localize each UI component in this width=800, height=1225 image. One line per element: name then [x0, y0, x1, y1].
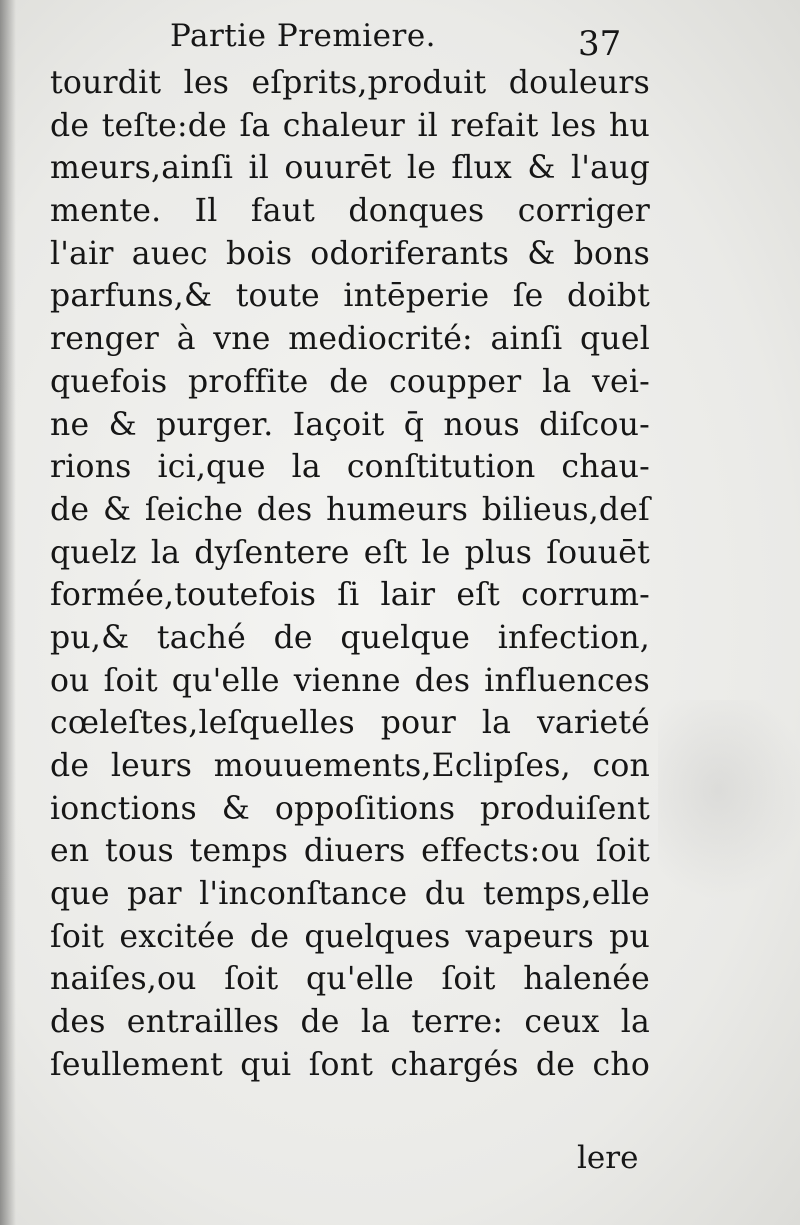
text-line: quelz la dyſentere eſt le plus ſouuēt	[50, 534, 650, 571]
text-line: ne & purger. Iaçoit q̄ nous diſcou-	[50, 406, 650, 443]
text-line: pu,& taché de quelque infection,	[50, 619, 650, 656]
text-line: renger à vne mediocrité: ainſi quel	[50, 321, 650, 358]
catchword: lere	[577, 1140, 639, 1176]
body-text	[50, 62, 650, 1087]
show-through-bleed	[658, 700, 800, 900]
text-line: tourdit les eſprits,produit douleurs	[50, 65, 650, 101]
text-line: formée,toutefois ſi lair eſt corrum-	[50, 577, 650, 614]
text-line: ionctions & oppoſitions produiſent	[50, 790, 650, 827]
text-line: de leurs mouuements,Eclipſes, con	[50, 748, 650, 784]
text-line: ou ſoit qu'elle vienne des influences	[50, 662, 650, 699]
text-line: ſeullement qui ſont chargés de cho	[50, 1046, 650, 1083]
text-line: ſoit excitée de quelques vapeurs pu	[50, 918, 650, 955]
gutter-shadow	[0, 0, 16, 1225]
text-line: en tous temps diuers effects:ou ſoit	[50, 833, 650, 870]
page-header	[0, 10, 800, 64]
text-line: cœleſtes,leſquelles pour la varieté	[50, 705, 650, 742]
text-line: parfuns,& toute intēperie ſe doibt	[50, 278, 650, 315]
text-line: que par l'inconſtance du temps,elle	[50, 876, 650, 913]
text-line: des entrailles de la terre: ceux la	[50, 1004, 650, 1041]
text-line: naiſes,ou ſoit qu'elle ſoit halenée	[50, 961, 650, 998]
text-line: meurs,ainſi il ouurēt le flux & l'aug	[50, 150, 650, 187]
running-head: Partie Premiere.	[170, 18, 437, 54]
text-line: de & ſeiche des humeurs bilieus,deſ	[50, 491, 650, 528]
text-line: l'air auec bois odoriferants & bons	[50, 235, 650, 272]
text-line: mente. Il faut donques corriger	[50, 193, 650, 230]
text-line: quefois proffite de coupper la vei-	[50, 363, 650, 400]
text-line: rions ici,que la conſtitution chau-	[50, 449, 650, 486]
text-line: de teſte:de ſa chaleur il refait les hu	[50, 107, 650, 144]
page-number: 37	[578, 24, 622, 64]
